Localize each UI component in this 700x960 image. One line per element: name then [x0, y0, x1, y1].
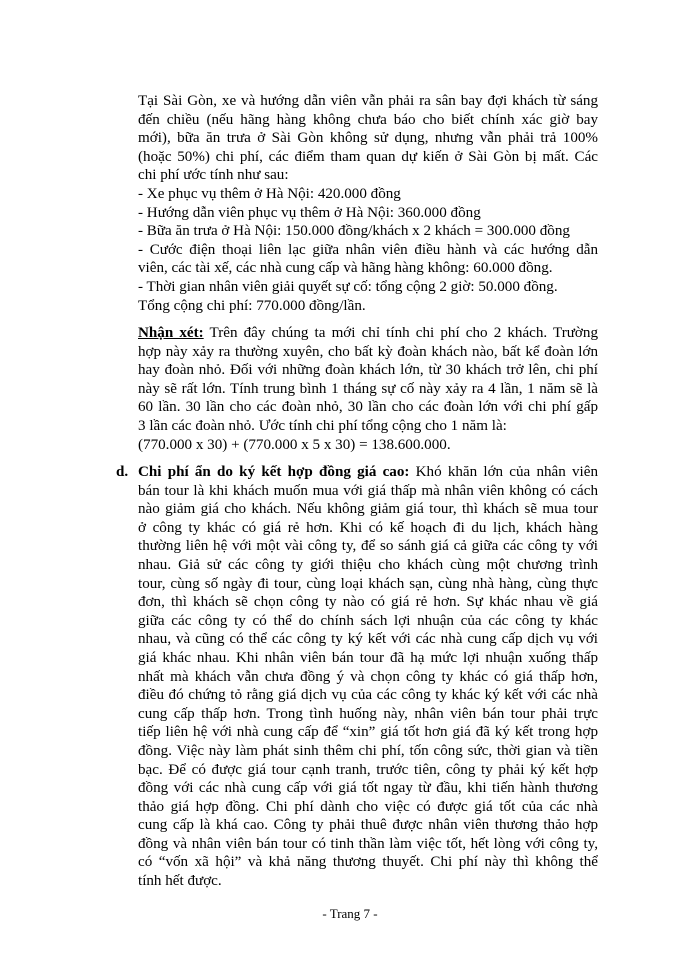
- section-d-paragraph: [138, 463, 598, 891]
- cost-item: - Bữa ăn trưa ở Hà Nội: 150.000 đồng/khách x 2 khách = 300.000 đồng: [138, 223, 570, 240]
- calculation-line: (770.000 x 30) + (770.000 x 5 x 30) = 138.600.000.: [138, 436, 451, 453]
- text-line: (hoặc 50%) chi phí, các điểm tham quan dự kiến ở Sài Gòn bị mất. Các: [138, 148, 598, 165]
- text-line: 60 lần. 30 lần cho các đoàn nhỏ, 30 lần cho các đoàn lớn với chi phí gấp: [138, 399, 598, 416]
- text-line: thường liên hệ với một vài công ty, để so sánh giá cả giữa các công ty với: [138, 538, 598, 555]
- text-line: giá khác nhau. Khi nhân viên bán tour đã hạ mức lợi nhuận xuống thấp: [138, 649, 598, 666]
- cost-item: viên, các tài xế, các nhà cung cấp và hãng hàng không: 60.000 đồng.: [138, 260, 553, 277]
- cost-item: - Xe phục vụ thêm ở Hà Nội: 420.000 đồng: [138, 185, 401, 202]
- text-line: nhau, và cũng có thể các công ty ký kết với các nhà cung cấp dịch vụ với: [138, 631, 598, 648]
- text-line: cung cấp thấp hơn. Trong tình huống này, nhân viên bán tour phải trực: [138, 705, 598, 722]
- comment-label: Nhận xét:: [138, 325, 204, 341]
- text-fragment: Trên đây chúng ta mới chỉ tính chi phí cho 2 khách. Trường: [203, 325, 599, 341]
- text-line: bán tour là khi khách muốn mua với giá thấp mà nhân viên không có cách: [138, 482, 598, 499]
- text-line: mới), bữa ăn trưa ở Sài Gòn không sử dụng, nhưng vẫn phải trả 100%: [138, 130, 598, 147]
- cost-item: - Cước điện thoại liên lạc giữa nhân viên điều hành và các hướng dẫn: [138, 241, 598, 258]
- intro-paragraph: [138, 92, 598, 315]
- text-line: ở công ty khác có giá rẻ hơn. Khi có kế hoạch đi du lịch, khách hàng: [138, 519, 598, 536]
- text-line: đồng với các nhà cung cấp với giá tốt ngay từ đầu, khi tiến hành thương: [138, 780, 598, 797]
- text-line: nhất mà khách vẫn chưa đồng ý và chọn công ty khác có giá thấp hơn,: [138, 668, 598, 685]
- list-marker: d.: [116, 464, 129, 480]
- text-fragment: Khó khăn lớn của nhân viên: [409, 464, 598, 480]
- text-line: thảo giá hợp đồng. Chi phí dành cho việc có được giá tốt của các nhà: [138, 798, 598, 815]
- text-line: này sẽ rất lớn. Tính trung bình 1 tháng sự cố này xảy ra 4 lần, 1 năm sẽ là: [138, 380, 598, 397]
- text-line: nhau. Giả sử các công ty giới thiệu cho khách cùng một chương trình: [138, 556, 598, 573]
- text-line: cung cấp là khá cao. Công ty phải thuê được nhân viên thương thảo hợp: [138, 817, 598, 834]
- section-d-heading: Chi phí ẩn do ký kết hợp đồng giá cao:: [138, 464, 410, 480]
- text-line: 3 lần các đoàn nhỏ. Ước tính chi phí tổng cộng cho 1 năm là:: [138, 417, 507, 434]
- text-line: tour, cùng số ngày đi tour, cùng loại khách sạn, cùng nhà hàng, cùng thực: [138, 575, 598, 592]
- text-line: bạc. Để có được giá tour cạnh tranh, trước tiên, công ty phải ký kết hợp: [138, 761, 598, 778]
- comment-text: [138, 324, 598, 454]
- text-line: tiếp liên hệ với nhà cung cấp để “xin” giá tốt hơn giá đã ký kết trong hợp: [138, 724, 598, 741]
- text-line: [138, 324, 598, 343]
- text-line: đơn, thì khách sẽ chọn công ty nào có giá rẻ hơn. Sự khác nhau về giá: [138, 594, 598, 611]
- text-line: [138, 463, 598, 482]
- text-line: đồng. Việc này làm phát sinh thêm chi phí, tốn công sức, thời gian và tiền: [138, 742, 598, 759]
- cost-item: - Thời gian nhân viên giải quyết sự cố: tổng cộng 2 giờ: 50.000 đồng.: [138, 278, 558, 295]
- text-line: tính hết được.: [138, 873, 222, 890]
- text-line: hay đoàn nhỏ. Đối với những đoàn khách lớn, từ 30 khách trở lên, chi phí: [138, 362, 598, 379]
- text-line: chi phí ước tính như sau:: [138, 167, 289, 184]
- text-line: Tại Sài Gòn, xe và hướng dẫn viên vẫn phải ra sân bay đợi khách từ sáng: [138, 93, 598, 109]
- intro-text: [138, 92, 598, 185]
- text-line: điều đó chứng tỏ rằng giá dịch vụ của các công ty khác ký kết với các nhà: [138, 687, 598, 704]
- text-line: có “vốn xã hội” và khả năng thương thuyết. Chi phí này thì không thể: [138, 854, 598, 871]
- cost-list: [138, 185, 598, 315]
- text-line: đến chiều (nếu hãng hàng không chưa báo cho biết chính xác giờ bay: [138, 111, 598, 128]
- text-line: hợp này xảy ra thường xuyên, cho bất kỳ đoàn khách nào, bất kể đoàn lớn: [138, 343, 598, 360]
- cost-total: Tổng cộng chi phí: 770.000 đồng/lần.: [138, 297, 366, 314]
- text-line: đồng và nhân viên bán tour có tinh thần làm việc tốt, hết lòng với công ty,: [138, 835, 598, 852]
- comment-paragraph: [138, 324, 598, 454]
- cost-item: - Hướng dẫn viên phục vụ thêm ở Hà Nội: 360.000 đồng: [138, 204, 481, 221]
- page-number: - Trang 7 -: [322, 906, 378, 921]
- text-line: giữa các công ty có thể do chính sách lợi nhuận của các công ty khác: [138, 612, 598, 629]
- text-line: nào giảm giá cho khách. Nếu không giảm giá tour, thì khách sẽ mua tour: [138, 501, 598, 518]
- section-d-text: [138, 463, 598, 891]
